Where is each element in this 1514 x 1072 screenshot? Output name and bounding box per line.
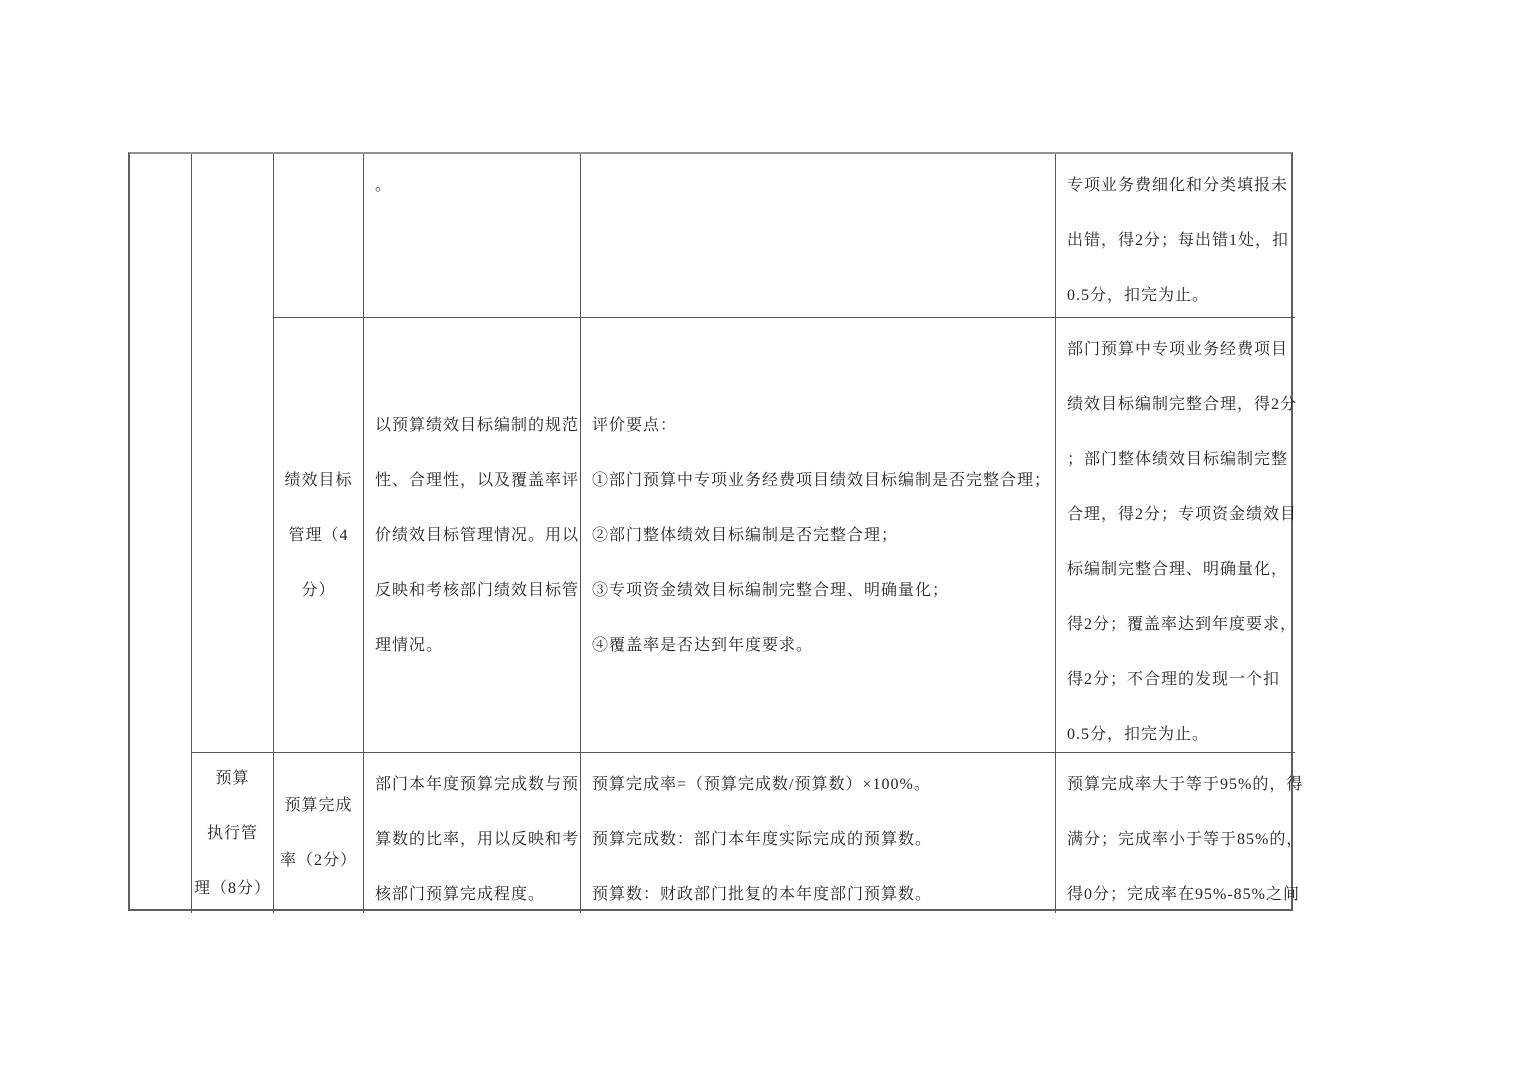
text-line: 0.5分，扣完为止。 xyxy=(1067,287,1210,304)
cell-description-performance-goal xyxy=(364,318,581,753)
text-line: 预算完成率=（预算完成数/预算数）×100%。 xyxy=(592,776,931,793)
text-line: 价绩效目标管理情况。用以 xyxy=(375,526,580,544)
cell-empty-left-column xyxy=(130,154,192,913)
text-line: 0.5分，扣完为止。 xyxy=(1067,726,1210,743)
text-line: ①部门预算中专项业务经费项目绩效目标编制是否完整合理； xyxy=(592,471,1052,489)
cell-dimension-empty xyxy=(192,154,274,753)
cell-points-empty xyxy=(581,154,1056,318)
text-line: 预算 xyxy=(215,769,250,787)
text-line: 反映和考核部门绩效目标管 xyxy=(375,581,580,599)
cell-description-budget-completion xyxy=(364,753,581,913)
cell-indicator-performance-goal-management xyxy=(274,318,364,753)
text-line: 理（8分） xyxy=(193,879,271,897)
cell-points-budget-completion xyxy=(581,753,1056,913)
text-line: ②部门整体绩效目标编制是否完整合理； xyxy=(592,526,899,544)
text-line: 率（2分） xyxy=(279,852,357,869)
text-line: 部门预算中专项业务经费项目 xyxy=(1067,341,1289,358)
text-line: 以预算绩效目标编制的规范 xyxy=(375,416,580,434)
text-line: 得0分；完成率在95%-85%之间 xyxy=(1067,886,1300,903)
text-line: 部门本年度预算完成数与预 xyxy=(375,776,580,793)
text-line: 专项业务费细化和分类填报未 xyxy=(1067,177,1289,194)
text-line: 算数的比率，用以反映和考 xyxy=(375,831,580,848)
text-line: 预算完成率大于等于95%的，得 xyxy=(1067,776,1304,793)
cell-scoring-performance-goal xyxy=(1056,318,1298,753)
cell-scoring-continuation xyxy=(1056,154,1295,318)
cell-indicator-budget-completion-rate xyxy=(274,753,364,913)
text-line: ；部门整体绩效目标编制完整 xyxy=(1067,451,1289,468)
text-line: 性、合理性，以及覆盖率评 xyxy=(375,471,580,489)
text-line: 预算完成 xyxy=(284,797,353,814)
text-line: 评价要点： xyxy=(592,416,678,434)
text-line: 标编制完整合理、明确量化， xyxy=(1067,561,1289,578)
text-line: ③专项资金绩效目标编制完整合理、明确量化； xyxy=(592,581,950,599)
text-line: 满分；完成率小于等于85%的， xyxy=(1067,831,1304,848)
text-line: 管理（4 xyxy=(288,526,349,544)
text-line: 得2分；不合理的发现一个扣 xyxy=(1067,671,1281,688)
text-line: 出错，得2分；每出错1处，扣 xyxy=(1067,232,1290,249)
text-line: 。 xyxy=(375,177,393,194)
text-line: 合理，得2分；专项资金绩效目 xyxy=(1067,506,1298,523)
cell-description-continuation xyxy=(364,154,581,318)
scoring-criteria-table xyxy=(128,152,1304,911)
cell-indicator-empty xyxy=(274,154,364,318)
text-line: 执行管 xyxy=(206,824,258,842)
cell-dimension-budget-execution xyxy=(192,753,274,913)
cell-scoring-budget-completion xyxy=(1056,753,1304,913)
text-line: 绩效目标编制完整合理，得2分 xyxy=(1067,396,1298,413)
text-line: 预算完成数：部门本年度实际完成的预算数。 xyxy=(592,831,933,848)
text-line: 预算数：财政部门批复的本年度部门预算数。 xyxy=(592,886,933,903)
cell-points-performance-goal xyxy=(581,318,1056,753)
text-line: ④覆盖率是否达到年度要求。 xyxy=(592,636,814,654)
text-line: 绩效目标 xyxy=(284,471,353,489)
text-line: 理情况。 xyxy=(375,636,444,654)
text-line: 核部门预算完成程度。 xyxy=(375,886,546,903)
text-line: 得2分；覆盖率达到年度要求， xyxy=(1067,616,1298,633)
text-line: 分） xyxy=(301,581,336,599)
